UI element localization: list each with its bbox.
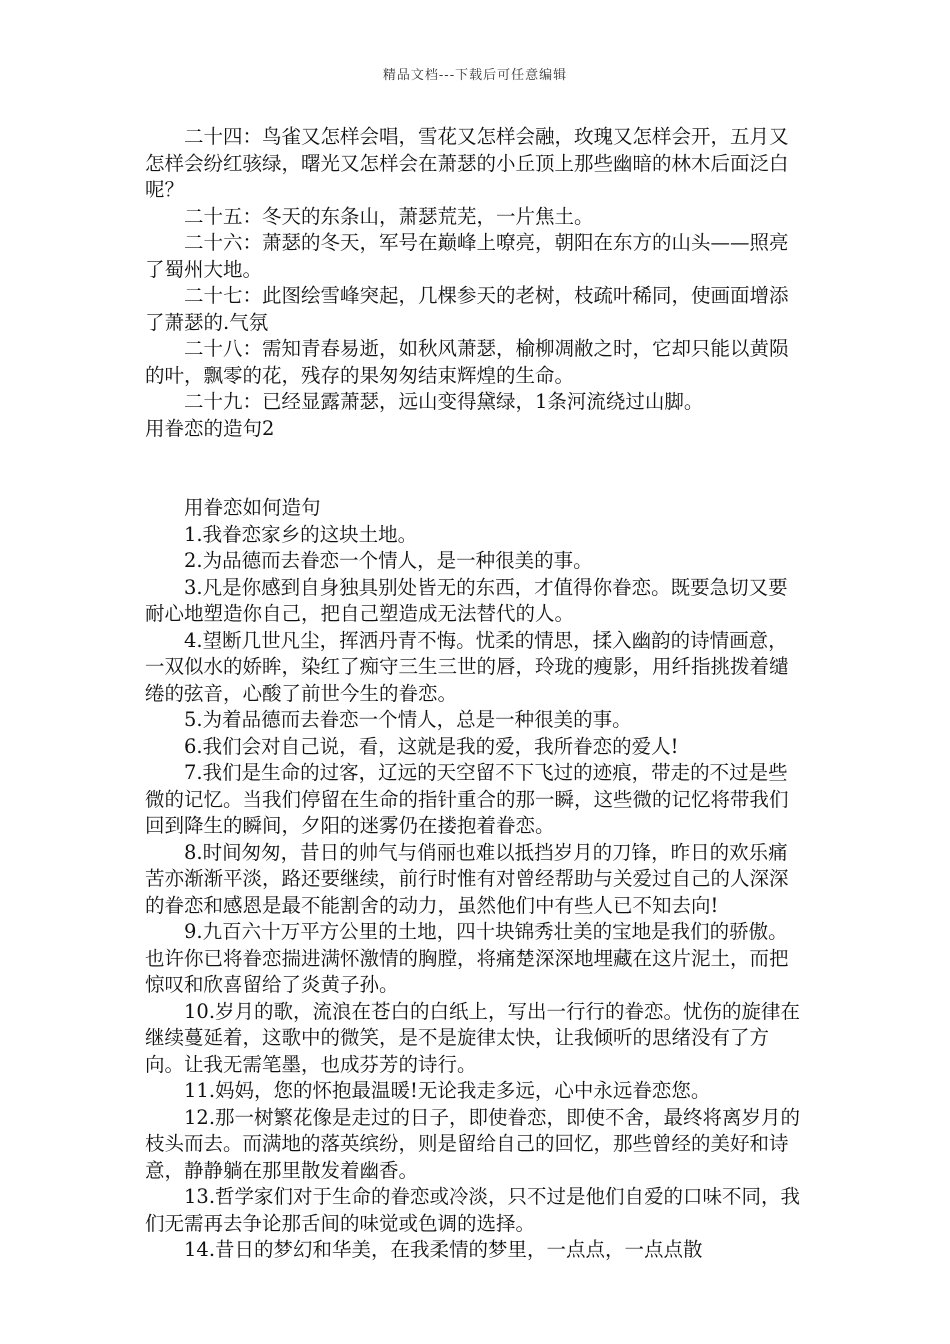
spacer bbox=[145, 442, 805, 495]
sentence-item: 4.望断几世凡尘，挥洒丹青不悔。忧柔的情思，揉入幽韵的诗情画意，一双似水的娇眸，染红了痴守三生三世的唇，玲珑的瘦影，用纤指挑拨着缱绻的弦音，心酸了前世今生的眷恋。 bbox=[145, 628, 789, 705]
section-title: 用眷恋的造句2 bbox=[145, 416, 275, 440]
sentence-item: 3.凡是你感到自身独具别处皆无的东西，才值得你眷恋。既要急切又要耐心地塑造你自己，把自己塑造成无法替代的人。 bbox=[145, 575, 788, 625]
sentence-item: 7.我们是生命的过客，辽远的天空留不下飞过的迹痕，带走的不过是些微的记忆。当我们停留在生命的指针重合的那一瞬，这些微的记忆将带我们回到降生的瞬间，夕阳的迷雾仍在搂抱着眷恋。 bbox=[145, 761, 789, 837]
sentence-item: 9.九百六十万平方公里的土地，四十块锦秀壮美的宝地是我们的骄傲。也许你已将眷恋揣进满怀激情的胸膛，将痛楚深深地埋藏在这片泥土，而把惊叹和欣喜留给了炎黄子孙。 bbox=[145, 920, 789, 996]
sentence-item: 8.时间匆匆，昔日的帅气与俏丽也难以抵挡岁月的刀锋，昨日的欢乐痛苦亦渐渐平淡，路还要继续，前行时惟有对曾经帮助与关爱过自己的人深深的眷恋和感恩是最不能割舍的动力，虽然他们中有些人已不知去向! bbox=[145, 840, 789, 917]
paragraph: 二十四：鸟雀又怎样会唱，雪花又怎样会融，玫瑰又怎样会开，五月又怎样会纷红骇绿，曙光又怎样会在萧瑟的小丘顶上那些幽暗的林木后面泛白呢？ bbox=[145, 125, 789, 201]
sentence-item: 10.岁月的歌，流浪在苍白的白纸上，写出一行行的眷恋。忧伤的旋律在继续蔓延着，这歌中的微笑，是不是旋律太快，让我倾听的思绪没有了方向。让我无需笔墨，也成芬芳的诗行。 bbox=[145, 999, 801, 1076]
paragraph: 二十七：此图绘雪峰突起，几棵参天的老树，枝疏叶稀同，使画面增添了萧瑟的.气氛 bbox=[145, 284, 789, 334]
paragraph: 二十八：需知青春易逝，如秋风萧瑟，榆柳凋敝之时，它却只能以黄陨的叶，飘零的花，残存的果匆匆结束辉煌的生命。 bbox=[145, 337, 789, 387]
paragraph: 二十六：萧瑟的冬天，军号在巅峰上嘹亮，朝阳在东方的山头——照亮了蜀州大地。 bbox=[145, 231, 789, 281]
sentence-item: 5.为着品德而去眷恋一个情人，总是一种很美的事。 bbox=[184, 708, 632, 731]
paragraph: 二十五：冬天的东条山，萧瑟荒芜，一片焦土。 bbox=[184, 204, 594, 228]
paragraph: 二十九：已经显露萧瑟，远山变得黛绿，1条河流绕过山脚。 bbox=[184, 390, 704, 413]
sentence-item: 1.我眷恋家乡的这块土地。 bbox=[184, 522, 418, 546]
document-body bbox=[145, 124, 805, 1264]
sentence-item: 13.哲学家们对于生命的眷恋或冷淡，只不过是他们自爱的口味不同，我们无需再去争论那舌间的味觉或色调的选择。 bbox=[145, 1185, 801, 1235]
page-header: 精品文档---下载后可任意编辑 bbox=[382, 68, 568, 83]
sentence-item: 14.昔日的梦幻和华美，在我柔情的梦里，一点点，一点点散 bbox=[184, 1238, 703, 1261]
sentence-item: 12.那一树繁花像是走过的日子，即使眷恋，即使不舍，最终将离岁月的枝头而去。而满地的落英缤纷，则是留给自己的回忆，那些曾经的美好和诗意，静静躺在那里散发着幽香。 bbox=[145, 1105, 801, 1182]
subtitle: 用眷恋如何造句 bbox=[184, 496, 321, 519]
sentence-item: 2.为品德而去眷恋一个情人，是一种很美的事。 bbox=[184, 549, 593, 572]
sentence-item: 6.我们会对自己说，看，这就是我的爱，我所眷恋的爱人! bbox=[184, 734, 679, 758]
sentence-item: 11.妈妈，您的怀抱最温暖!无论我走多远，心中永远眷恋您。 bbox=[184, 1079, 711, 1102]
